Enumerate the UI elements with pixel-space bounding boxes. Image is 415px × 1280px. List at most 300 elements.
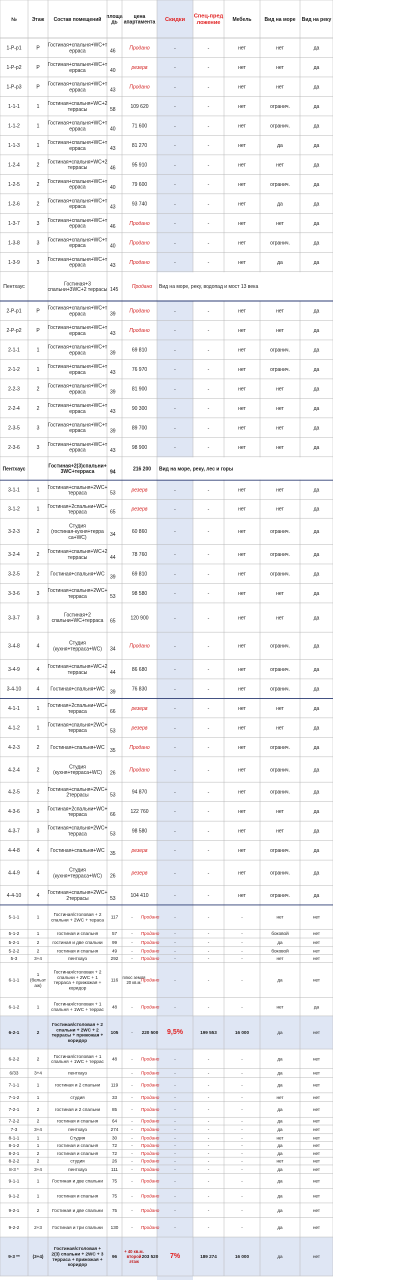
river-view-cell: да [313,366,320,373]
composition-cell: Гостиная+спальня+WC [50,848,105,855]
area-cell: 53 [110,895,116,902]
price-cell: 69 810 [131,347,148,354]
floor-cell: 3+4 [34,1166,42,1172]
discount-cell: - [174,1082,176,1088]
floor-cell: 3 [36,444,40,451]
area-cell: 94 [110,469,116,476]
discount-cell: - [174,162,176,169]
discount-cell: - [174,643,176,650]
composition-cell: Гостиная/столовая + 2 [53,969,102,975]
special-offer-cell: - [207,1070,210,1076]
sea-view-cell: да [277,940,283,946]
special-offer-cell: 189 274 [200,1254,217,1260]
apartment-number: 2-3-5 [8,425,20,432]
special-offer-cell: 199 553 [200,1030,217,1036]
composition-cell: Гостиная+2 [64,612,91,619]
composition-cell: Гостиная+спальня+WC+т [47,344,108,351]
discount-cell: - [174,940,176,946]
river-view-cell: да [313,529,320,536]
furniture-cell: нет [238,240,246,247]
sea-view-cell: да [277,259,283,266]
area-cell: 99 [111,940,118,946]
special-offer-cell: - [207,347,210,354]
composition-cell: ерраса [69,145,86,152]
discount-cell: - [174,220,176,227]
apartment-number: 2-1-1 [8,347,20,354]
river-view-cell: да [313,571,320,578]
special-offer-cell: - [207,744,210,751]
composition-cell: гостиная и спальня [56,1193,99,1199]
area-cell: 49 [111,948,118,954]
extra-cell: - [131,956,133,962]
sea-view-cell: огранич. [270,789,290,796]
floor-cell [37,767,40,773]
floor-cell [37,1208,40,1213]
composition-cell: терраса + прижожая + [52,1256,103,1262]
furniture-cell: нет [238,828,246,835]
header-num [11,17,17,23]
highlight-row-band [0,1237,333,1276]
area-cell: 43 [110,87,116,94]
header-price: апартаментa [123,19,156,26]
composition-cell [50,848,105,854]
discount-cell: - [174,181,176,188]
composition-cell: Гостиная+2спальни+WC+ [47,503,108,510]
floor-cell: 2 [36,405,40,412]
composition-cell [51,912,104,922]
furniture-cell: нет [238,744,246,751]
composition-cell: Гостиная+спальня+WC+т [47,198,108,205]
discount-cell: - [174,201,176,208]
river-view-cell: да [313,45,320,52]
extra-cell: этаж [129,1258,139,1264]
composition-cell: ерраса [69,48,86,55]
floor-cell [37,445,40,451]
area-cell: 53 [110,593,116,600]
apartment-number: 3-2-5 [8,571,20,578]
composition-cell: спальни + 2WC + 1 [57,974,98,980]
special-offer-cell: - [207,1056,210,1062]
furniture-cell: нет [238,529,246,536]
composition-cell: Студия [69,523,86,530]
extra-cell: плюс земля [122,974,146,980]
price-cell: резерв [131,64,148,71]
furniture-cell: - [241,956,243,962]
composition-cell: ерраса [69,262,86,269]
sea-view-cell: нет [276,914,284,920]
floor-cell: 2 [36,1030,40,1036]
apartment-number: 4-1-2 [8,725,20,732]
floor-cell: 3 [36,615,40,622]
composition-cell: террасы + прижожая + [51,1032,104,1038]
composition-cell: Гостиная+спальня+WC+т [47,140,108,147]
composition-cell: гостиная и 2 спальни [54,1107,101,1113]
floor-cell [37,182,40,188]
river-view-cell: нет [312,931,321,937]
floor-cell [37,948,40,953]
apartment-number: 4-3-6 [8,809,20,816]
area-cell: 64 [111,1118,118,1124]
river-view-cell: да [313,828,320,835]
floor-cell: 1 [36,366,40,373]
price-cell: 81 900 [131,386,148,393]
sea-view-cell: да [277,1056,283,1062]
floor-cell [37,870,40,876]
furniture-cell: нет [238,444,246,451]
furniture-cell: - [241,1166,243,1172]
special-offer-cell: - [207,103,210,110]
composition-cell: Гостиная/столовая + 2 [52,1022,103,1028]
area-cell: 33 [111,1094,118,1100]
apartment-number: 2-Р-р1 [6,308,22,315]
river-view-cell: да [313,84,320,91]
sea-view-cell: нет [276,828,284,835]
extra-cell: - [131,1224,133,1230]
area-cell: 39 [110,389,116,396]
price-cell: 120 900 [130,615,149,622]
price-cell: резерв [131,506,148,513]
composition-cell: терраса [68,708,87,715]
furniture-cell: нет [238,84,246,91]
furniture-cell: - [241,1158,243,1164]
discount-cell: - [174,1150,176,1156]
composition-cell: ерраса [69,330,86,337]
price-cell: Продано [129,259,150,266]
river-view-cell: да [313,870,320,877]
floor-cell [37,809,40,815]
sea-view-cell: да [277,1207,283,1213]
composition-cell [52,1225,103,1230]
furniture-cell: - [241,1107,243,1113]
floor-cell [37,1095,40,1100]
floor-cell [37,790,40,796]
floor-cell [34,956,42,961]
floor-cell [37,1193,40,1198]
header-price: цена [133,13,146,20]
apartment-number: 3-1-1 [8,487,20,494]
floor-cell: 3+4 [34,1070,42,1076]
extra-cell: - [131,931,133,937]
apartment-number: 1-1-3 [8,142,20,149]
sea-view-cell: огранич. [270,686,290,693]
composition-cell [70,1159,85,1164]
composition-cell [68,1167,87,1172]
header-floor: Этаж [31,16,45,23]
extra-cell: - [131,948,133,954]
special-offer-cell: - [207,705,210,712]
area-cell: 40 [110,184,116,191]
river-view-cell: да [313,220,320,227]
river-view-cell: нет [312,1056,321,1062]
extra-cell: - [131,1070,133,1076]
floor-cell [37,1143,40,1148]
furniture-cell: нет [238,123,246,130]
apartment-number: 1-2-6 [8,201,20,208]
special-offer-cell: - [207,201,210,208]
price-cell: Продано [129,327,150,334]
special-offer-cell: - [207,767,210,774]
special-offer-cell: - [207,956,210,962]
discount-cell: - [174,259,176,266]
floor-cell [37,406,40,412]
header-river-view: Вид на реку [301,16,332,23]
floor-cell: Р [36,327,40,334]
river-view-cell: нет [312,1178,321,1184]
floor-cell [33,1254,44,1259]
composition-cell: Гостиная+спальня+2WC+ [47,786,108,793]
extra-cell: - [131,914,133,920]
apartment-number: 2-3-6 [8,444,20,451]
composition-cell: ерраса [69,67,86,74]
apartment-number: 3-4-8 [8,643,20,650]
price-cell: Продано [140,1193,160,1199]
sea-view-cell: нет [276,487,284,494]
discount-cell: - [174,123,176,130]
view-note: Вид на море, реку, лес и горы [159,466,234,473]
river-view-cell: да [313,386,320,393]
apartment-number: 7-2-1 [8,1107,20,1113]
area-cell: 26 [111,1158,118,1164]
composition-cell: Гостиная+спальня+WC+2 [47,664,108,671]
discount-cell: 7% [169,1253,181,1261]
composition-cell: Гостиная+спальня+WC [50,571,105,578]
price-cell: Продано [140,1094,160,1100]
discount-cell: 9,5% [167,1029,183,1037]
composition-cell: ерраса [69,243,86,250]
discount-cell: - [174,892,176,899]
apartment-number: 1-3-8 [8,240,20,247]
composition-cell [57,1143,99,1148]
composition-cell: гостиная и спальня [56,931,99,937]
special-offer-cell: - [207,1143,210,1149]
price-cell: Продано [140,1143,160,1149]
area-cell: 44 [110,669,116,676]
apartment-number: 1-1-1 [8,103,20,110]
special-offer-cell: - [207,977,210,983]
floor-cell: 1 [36,972,40,978]
header-area: дь [111,19,118,26]
composition-cell: терраса + прижожая + [53,980,102,986]
floor-cell: 1 [36,931,40,937]
floor-cell [37,1004,40,1009]
sea-view-cell: да [277,977,283,983]
floor-cell: 1 [36,1135,40,1141]
floor-cell: 1 [36,142,40,149]
furniture-cell: - [241,948,243,954]
river-view-cell: нет [312,1166,321,1172]
composition-cell: спальни + 2WC + тераса [51,917,104,923]
special-offer-cell: - [207,1082,210,1088]
area-cell: 66 [110,812,116,819]
discount-cell: - [174,1166,176,1172]
area-cell: 145 [110,287,119,294]
area-cell: 48 [111,1056,118,1062]
price-cell: 94 870 [131,789,148,796]
composition-cell: террасы [67,106,88,113]
extra-cell: - [131,1127,133,1133]
composition-cell: гостиная и 2 спальни [54,1082,101,1088]
area-cell: 53 [110,831,116,838]
price-cell: 203 520 [141,1254,159,1260]
river-view-cell: нет [312,1030,321,1036]
furniture-cell: - [241,1143,243,1149]
special-offer-cell: - [207,1118,210,1124]
floor-cell [37,644,40,650]
sea-view-cell: да [277,142,283,149]
furniture-cell: нет [238,327,246,334]
furniture-cell: - [241,1207,243,1213]
apartment-number: 1-3-7 [8,220,20,227]
furniture-cell: нет [238,201,246,208]
apartment-number: 4-4-8 [8,848,20,855]
extra-cell: - [131,940,133,946]
sea-view-cell: огранич. [270,848,290,855]
river-view-cell: да [313,347,320,354]
furniture-cell: нет [238,767,246,774]
area-cell: 116 [110,977,119,983]
discount-cell: - [174,666,176,673]
composition-cell: ерраса [69,126,86,133]
composition-cell: Студия [69,640,86,647]
price-cell: Продано [140,1166,160,1172]
floor-cell: 1 [36,1094,40,1100]
furniture-cell: - [241,1056,243,1062]
area-cell: 58 [110,106,116,113]
sea-view-cell: да [277,1178,283,1184]
special-offer-cell: - [207,725,210,732]
composition-cell: пентхауз [68,956,87,962]
sea-view-cell: огранич. [270,529,290,536]
river-view-cell: да [313,123,320,130]
sea-view-cell: нет [276,956,284,962]
price-cell: Продано [140,1127,160,1133]
sea-view-cell: нет [276,615,284,622]
furniture-cell: 16 000 [234,1030,250,1036]
river-view-cell: нет [312,1094,321,1100]
special-offer-cell: - [207,308,210,315]
area-cell: 119 [110,1082,119,1088]
extra-cell: - [131,1143,133,1149]
special-offer-cell: - [207,1193,210,1199]
furniture-cell: нет [238,551,246,558]
river-view-cell: да [313,487,320,494]
composition-cell: Гостиная+спальня+WC+т [47,217,108,224]
discount-cell: - [174,45,176,52]
special-offer-cell: - [207,1158,210,1164]
price-cell: Продано [129,744,150,751]
composition-cell: Гостиная+спальня+WC+т [47,81,108,88]
floor-cell [37,931,40,936]
river-view-cell: нет [312,914,321,920]
river-view-cell: да [313,142,320,149]
discount-cell: - [174,1118,176,1124]
floor-cell: 1 [36,1143,40,1149]
area-cell: 39 [110,689,116,696]
apartment-number: 3-4-10 [6,686,22,693]
composition-cell: терраса [68,509,87,516]
area-cell: 43 [110,204,116,211]
floor-cell: 1 [36,1082,40,1088]
floor-cell [37,1151,40,1156]
floor-cell [37,1135,40,1140]
floor-cell: 1 [36,506,40,513]
floor-cell: 4 [36,848,40,855]
composition-cell: Студия [69,867,86,874]
composition-cell: Гостиная/столовая + 1 [53,1053,102,1059]
discount-cell: - [174,487,176,494]
composition-cell: терраса [68,728,87,735]
composition-cell: пентхауз [68,1166,87,1172]
furniture-cell: нет [238,162,246,169]
composition-cell: Гостиная+спальня+WC+т [47,383,108,390]
floor-cell: 2+3 [34,1224,42,1230]
area-cell: 26 [110,770,116,777]
sea-view-cell: боковой [271,948,289,954]
sea-view-cell: боковой [271,931,289,937]
special-offer-cell: - [207,444,210,451]
composition-cell: коридор [68,985,87,991]
floor-cell: 1 [36,725,40,732]
sea-view-cell: огранич. [270,366,290,373]
special-offer-cell: - [207,615,210,622]
extra-cell: - [131,1150,133,1156]
discount-cell: - [174,551,176,558]
composition-cell: террасы [67,165,88,172]
area-cell: 105 [110,1030,119,1036]
special-offer-cell: - [207,828,210,835]
floor-cell: 3 [36,809,40,816]
floor-cell: Р [36,84,40,91]
sea-view-cell: нет [276,506,284,513]
price-cell: резерв [131,870,148,877]
discount-cell: - [174,828,176,835]
special-offer-cell: - [207,666,210,673]
header-sea-view: Вид на море [264,16,296,23]
river-view-cell: нет [312,1158,321,1164]
sea-view-cell: да [277,1127,283,1133]
composition-cell: спальни + 2WC + 2 [56,1027,99,1033]
sea-view-cell: да [277,1193,283,1199]
composition-cell: Гостиная+спальня+WC+2 [47,101,108,108]
floor-cell [37,848,40,854]
header-discount [165,17,186,23]
area-cell: 72 [111,1143,118,1149]
sea-view-cell: нет [276,1135,284,1141]
price-cell: Продано [129,84,150,91]
composition-cell [57,1119,99,1124]
river-view-cell: да [313,643,320,650]
apartment-number: 3-3-7 [8,615,20,622]
price-cell: 76 830 [131,686,148,693]
furniture-cell: нет [238,259,246,266]
special-offer-cell: - [207,551,210,558]
sea-view-cell: огранич. [270,240,290,247]
discount-cell: - [174,1178,176,1184]
discount-cell: - [174,84,176,91]
apartment-number: 8-3 * [9,1166,19,1172]
furniture-cell: - [241,1004,243,1010]
composition-cell: террасы [67,554,88,561]
area-cell: 43 [110,408,116,415]
extra-cell: - [131,1094,133,1100]
floor-cell [37,745,40,751]
floor-cell: 1 [36,1193,40,1199]
special-offer-cell: - [207,1127,210,1133]
discount-cell: - [174,615,176,622]
price-cell: 95 910 [131,162,148,169]
floor-cell [37,386,40,392]
apartment-number: 6-2-2 [8,1056,20,1062]
